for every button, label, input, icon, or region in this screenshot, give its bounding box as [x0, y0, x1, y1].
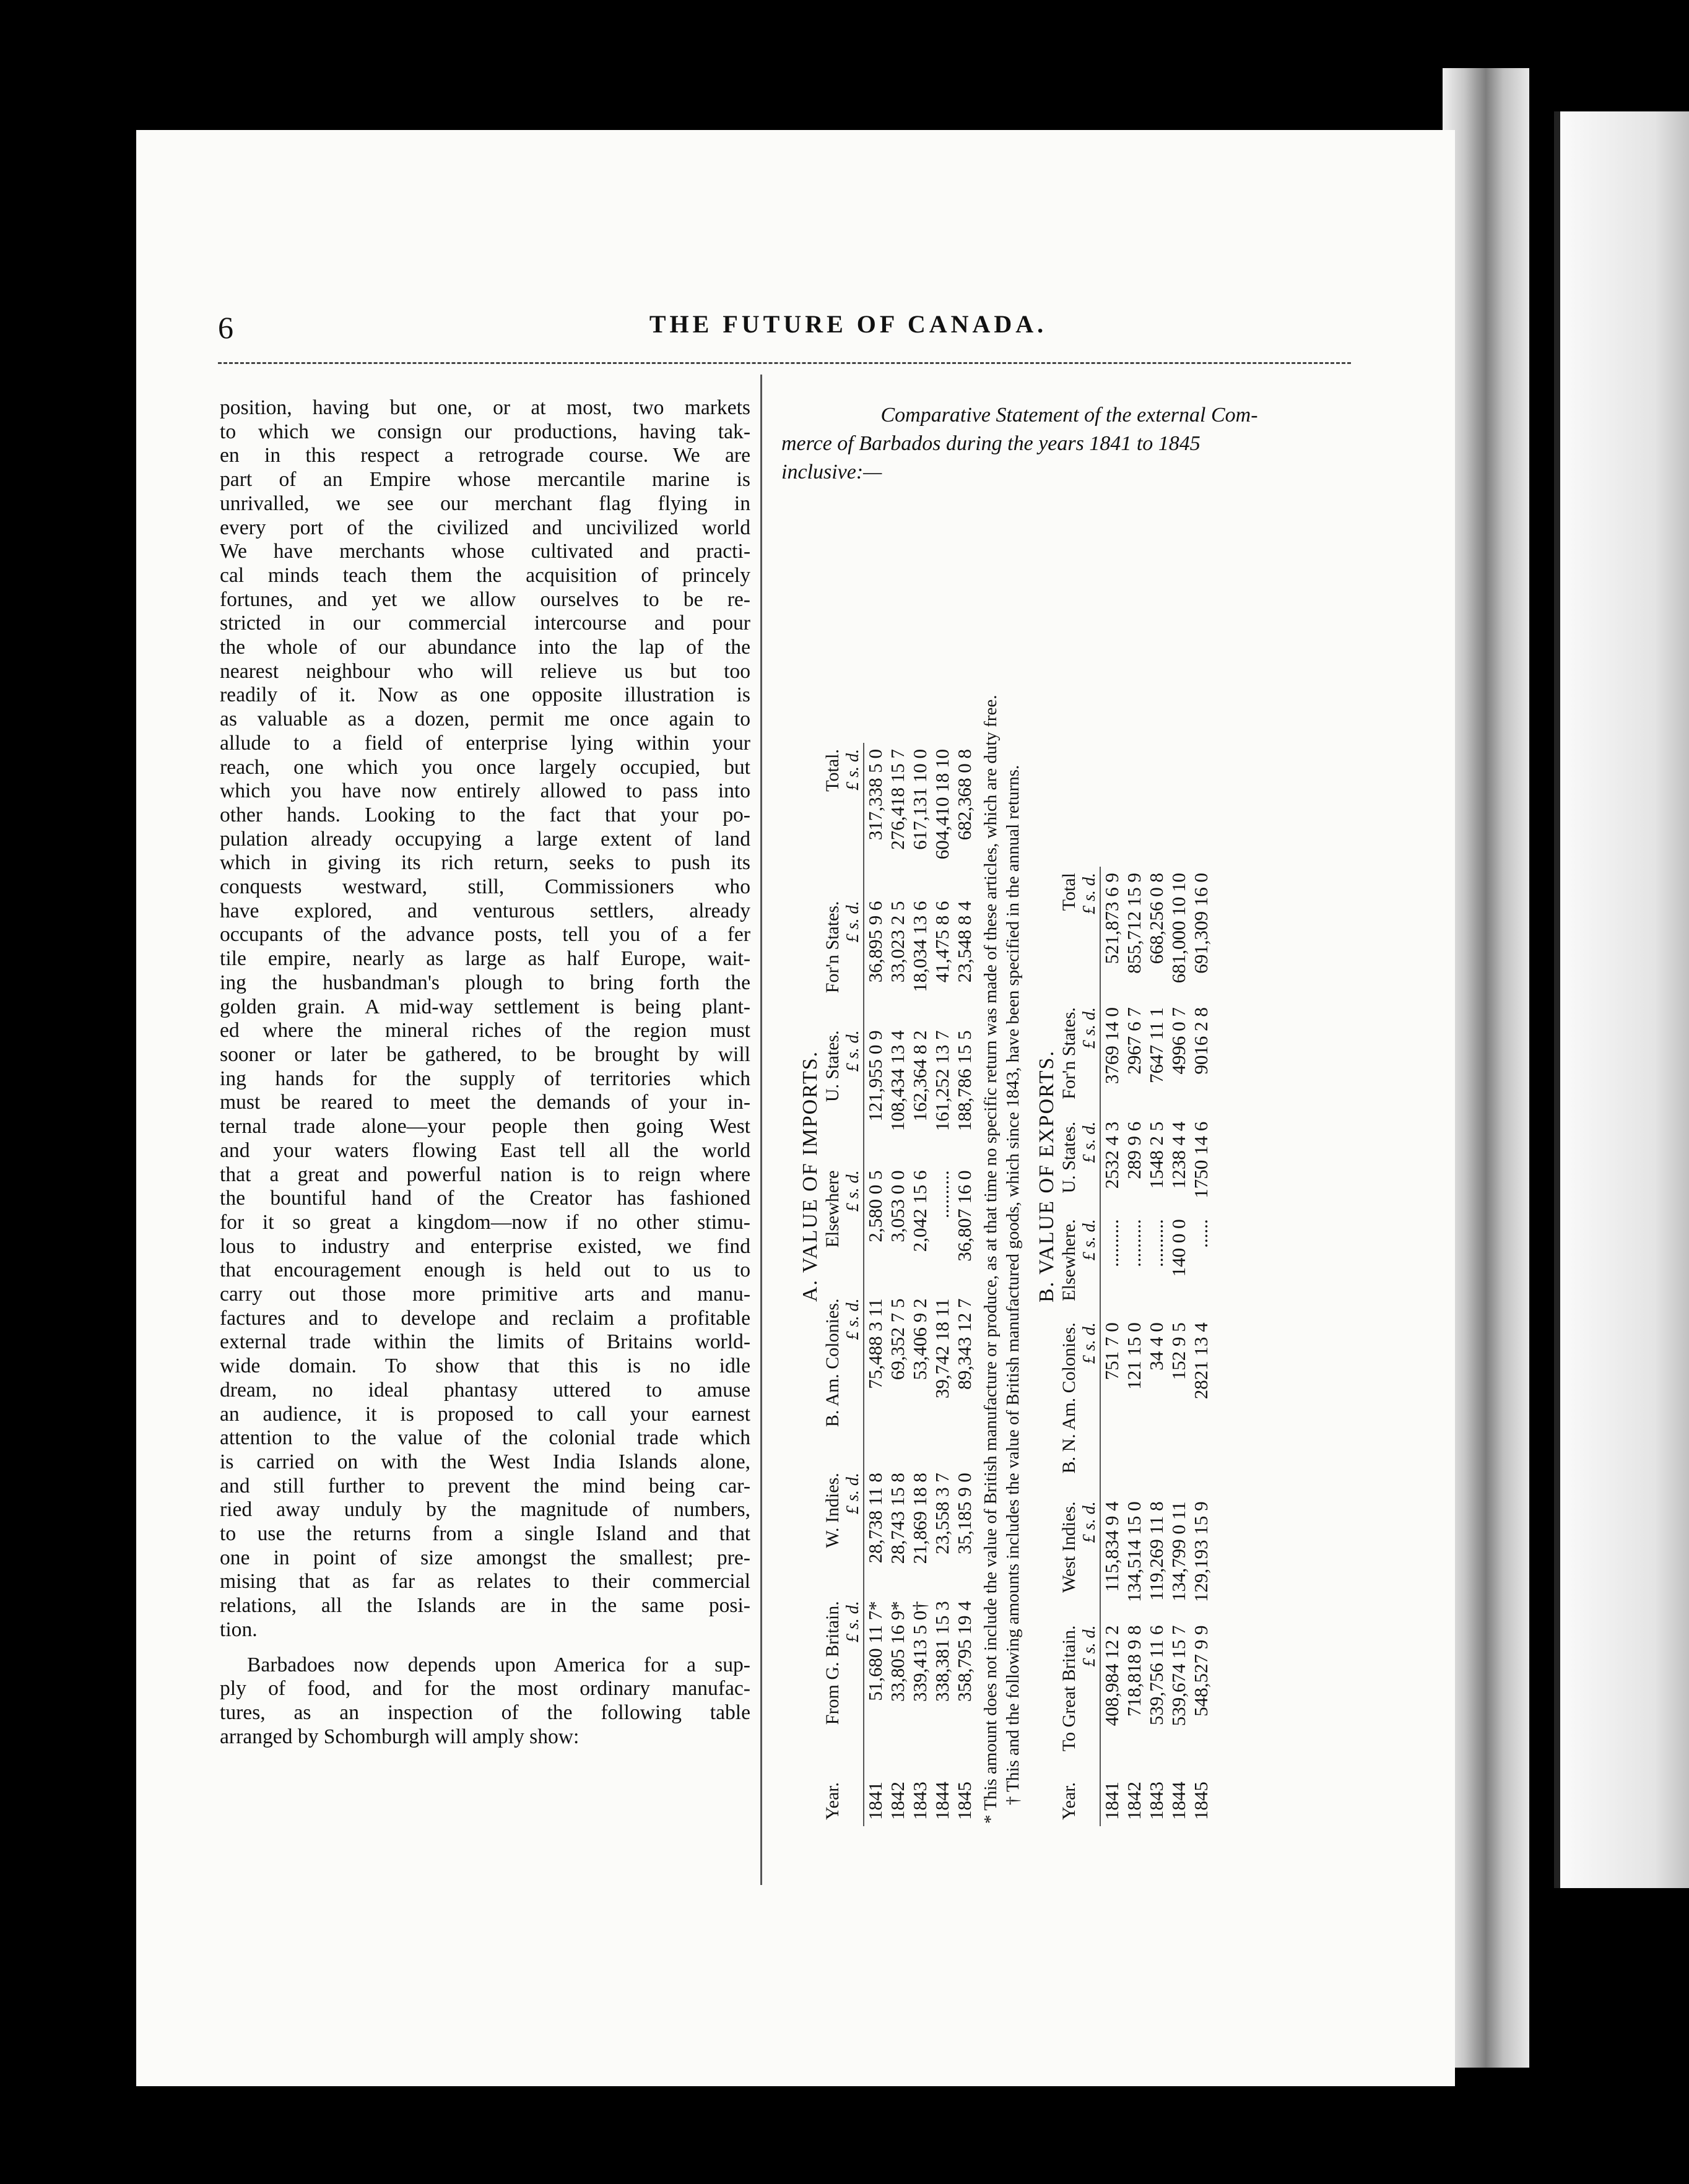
table-cell: 129,193 15 9 — [1190, 1501, 1212, 1603]
table-row — [1168, 867, 1190, 1826]
text-line: which in giving its rich return, seeks to push its — [220, 851, 750, 875]
table-cell: 682,368 0 8 — [953, 749, 975, 841]
table-cell: 36,807 16 0 — [953, 1170, 975, 1262]
page-number: 6 — [218, 310, 233, 345]
column-header: U. States. — [822, 1030, 843, 1103]
column-header: To Great Britain. — [1059, 1625, 1079, 1752]
table-cell: 1750 14 6 — [1190, 1121, 1212, 1198]
text-line: ing hands for the supply of territories which — [220, 1067, 750, 1090]
table-cell: 28,738 11 8 — [864, 1467, 887, 1595]
table-cell: 1842 — [1123, 1782, 1145, 1820]
column-header: Year. — [822, 1782, 843, 1820]
paragraph-1 — [220, 396, 750, 1642]
table-cell: 161,252 13 7 — [931, 1030, 953, 1132]
table-cell: 691,309 16 0 — [1190, 873, 1212, 974]
table-row — [953, 743, 976, 1826]
unit-label: £ s. d. — [1080, 873, 1099, 914]
table-cell: 604,410 18 10 — [931, 749, 953, 860]
table-cell: 134,514 15 0 — [1123, 1501, 1145, 1603]
text-line: and your waters flowing East tell all the world — [220, 1138, 750, 1162]
table-cell: 1548 2 5 — [1145, 1121, 1167, 1189]
table-cell: 681,000 10 10 — [1168, 873, 1189, 984]
text-line: We have merchants whose cultivated and practi- — [220, 540, 750, 563]
text-line: readily of it. Now as one opposite illustration is — [220, 683, 750, 707]
text-line: occupants of the advance posts, tell you of a fer — [220, 923, 750, 947]
unit-label: £ s. d. — [843, 1473, 862, 1515]
table-cell: 36,895 9 6 — [864, 895, 887, 1024]
note-asterisk: * This amount does not include the value of British manufacture or produce, as at that time no specific return was made of these articles, which are duty free. — [981, 695, 1001, 1824]
text-line: dream, no ideal phantasy uttered to amuse — [220, 1378, 750, 1402]
table-cell: 539,756 11 6 — [1145, 1625, 1167, 1726]
table-cell: 2821 13 4 — [1190, 1322, 1212, 1400]
unit-label: £ s. d. — [1080, 1501, 1099, 1543]
text-line: lous to industry and enterprise existed, we find — [220, 1234, 750, 1258]
note-dagger: † This and the following amounts includes the value of British manufactured goods, which since 1843, have been specified in the annual returns. — [1003, 765, 1023, 1805]
table-cell: 2,042 15 6 — [909, 1170, 931, 1252]
table-cell: 1845 — [1190, 1782, 1212, 1820]
text-line: part of an Empire whose mercantile marine is — [220, 468, 750, 492]
text-line: attention to the value of the colonial trade which — [220, 1426, 750, 1450]
imports-notes — [979, 526, 1024, 1824]
text-line: one in point of size amongst the smallest; pre- — [220, 1546, 750, 1569]
table-cell: 539,674 15 7 — [1168, 1625, 1189, 1727]
text-line: for it so great a kingdom—now if no other stimu- — [220, 1210, 750, 1234]
column-header: B. Am. Colonies. — [822, 1298, 843, 1428]
table-cell: 751 7 0 — [1100, 1316, 1123, 1495]
table-cell: 408,984 12 2 — [1100, 1619, 1123, 1770]
table-cell: 53,406 9 2 — [909, 1298, 931, 1380]
column-header: From G. Britain. — [822, 1601, 843, 1725]
table-cell: 1844 — [1168, 1782, 1189, 1820]
text-line: nearest neighbour who will relieve us but too — [220, 659, 750, 683]
column-header: W. Indies. — [822, 1473, 843, 1548]
unit-label — [1080, 1770, 1100, 1826]
table-cell: 2967 6 7 — [1123, 1007, 1145, 1075]
table-cell: .......... — [931, 1170, 953, 1219]
text-line: ried away unduly by the magnitude of numbers, — [220, 1498, 750, 1522]
table-row — [887, 743, 909, 1826]
table-cell: .......... — [1145, 1219, 1167, 1267]
left-column-text — [220, 396, 750, 1749]
table-row — [864, 743, 887, 1826]
text-line: as valuable as a dozen, permit me once again to — [220, 708, 750, 731]
text-line: have explored, and venturous settlers, already — [220, 899, 750, 922]
exports-table — [1059, 867, 1212, 1826]
text-line: external trade within the limits of Britains world- — [220, 1330, 750, 1354]
text-line: ing the husbandman's plough to bring forth the — [220, 971, 750, 994]
table-cell: 115,834 9 4 — [1100, 1495, 1123, 1619]
table-cell: 152 9 5 — [1168, 1322, 1189, 1380]
text-line: cal minds teach them the acquisition of princely — [220, 563, 750, 587]
unit-label: £ s. d. — [1080, 1322, 1099, 1364]
table-cell: 276,418 15 7 — [887, 749, 908, 850]
table-cell: 7647 11 1 — [1145, 1007, 1167, 1083]
text-line: carry out those more primitive arts and manu- — [220, 1283, 750, 1306]
text-line: relations, all the Islands are in the same posi- — [220, 1594, 750, 1618]
unit-label: £ s. d. — [843, 1170, 862, 1212]
text-line: ply of food, and for the most ordinary manufac- — [220, 1677, 750, 1701]
table-cell: 21,869 18 8 — [909, 1473, 931, 1564]
text-line: Barbadoes now depends upon America for a sup- — [247, 1653, 750, 1676]
table-cell: 51,680 11 7* — [864, 1595, 887, 1763]
table-cell: 1842 — [887, 1782, 908, 1820]
text-line: is carried on with the West India Islands alone, — [220, 1450, 750, 1473]
table-cell: 521,873 6 9 — [1100, 867, 1123, 1001]
table-cell: 2532 4 3 — [1100, 1116, 1123, 1213]
text-line: that encouragement enough is held out to us to — [220, 1259, 750, 1282]
table-cell: 18,034 13 6 — [909, 901, 931, 992]
table-cell: 2,580 0 5 — [864, 1164, 887, 1293]
table-cell: 9016 2 8 — [1190, 1007, 1212, 1075]
table-cell: 1841 — [864, 1764, 887, 1827]
text-line: fortunes, and yet we allow ourselves to be re- — [220, 587, 750, 611]
text-line: every port of the civilized and uncivilized world — [220, 516, 750, 539]
table-cell: 41,475 8 6 — [931, 901, 953, 983]
text-line: tile empire, nearly as large as half Europe, wait- — [220, 947, 750, 971]
text-line: conquests westward, still, Commissioners who — [220, 875, 750, 899]
text-line: reach, one which you once largely occupied, but — [220, 755, 750, 779]
column-header: For'n States. — [822, 901, 843, 994]
column-header: West Indies. — [1059, 1501, 1079, 1593]
table-cell: 140 0 0 — [1168, 1219, 1189, 1277]
table-row — [1190, 867, 1212, 1826]
table-cell: 718,818 9 8 — [1123, 1625, 1145, 1717]
table-cell: 188,786 15 5 — [953, 1030, 975, 1132]
table-cell: 23,558 3 7 — [931, 1473, 953, 1554]
table-cell: 69,352 7 5 — [887, 1298, 908, 1380]
text-line: ed where the mineral riches of the region must — [220, 1019, 750, 1042]
table-cell: 1843 — [909, 1782, 931, 1820]
text-line: stricted in our commercial intercourse and pour — [220, 612, 750, 635]
table-cell: 33,023 2 5 — [887, 901, 908, 983]
text-line: position, having but one, or at most, two markets — [220, 396, 750, 419]
text-line: must be reared to meet the demands of your in- — [220, 1091, 750, 1114]
column-header: Total. — [822, 749, 843, 792]
title-line: merce of Barbados during the years 1841 to 1845 — [781, 432, 1201, 455]
title-line: inclusive:— — [781, 461, 882, 483]
text-line: which you have now entirely allowed to pass into — [220, 779, 750, 803]
table-cell: 617,131 10 0 — [909, 749, 931, 850]
table-cell: 121 15 0 — [1123, 1322, 1145, 1390]
text-line: that a great and powerful nation is to reign where — [220, 1163, 750, 1186]
table-cell: 358,795 19 4 — [953, 1601, 975, 1702]
paragraph-2 — [220, 1653, 750, 1749]
text-line: an audience, it is proposed to call your earnest — [220, 1402, 750, 1426]
adjacent-page-edge — [1554, 111, 1689, 1888]
table-cell: 1843 — [1145, 1782, 1167, 1820]
header-rule — [218, 362, 1351, 364]
text-line: and still further to prevent the mind being car- — [220, 1474, 750, 1497]
exports-heading: B. VALUE OF EXPORTS. — [1035, 1050, 1058, 1302]
unit-label: £ s. d. — [1080, 1007, 1099, 1049]
table-cell: 33,805 16 9* — [887, 1601, 908, 1702]
unit-label: £ s. d. — [1080, 1625, 1099, 1667]
running-head: THE FUTURE OF CANADA. — [649, 310, 1048, 338]
text-line: pulation already occupying a large extent of land — [220, 827, 750, 851]
table-cell: 317,338 5 0 — [864, 743, 887, 895]
text-line: tion. — [220, 1618, 258, 1641]
unit-label: £ s. d. — [843, 901, 862, 943]
table-cell: .......... — [1123, 1219, 1145, 1267]
unit-label: £ s. d. — [843, 1298, 862, 1340]
table-cell: 855,712 15 9 — [1123, 873, 1145, 974]
column-divider — [760, 375, 762, 1885]
text-line: other hands. Looking to the fact that your po- — [220, 803, 750, 826]
table-cell: 339,413 5 0† — [909, 1601, 931, 1702]
text-line: unrivalled, we see our merchant flag flying in — [220, 492, 750, 515]
table-row — [931, 743, 953, 1826]
table-cell: 3,053 0 0 — [887, 1170, 908, 1242]
imports-table — [822, 743, 976, 1826]
unit-label: £ s. d. — [1080, 1219, 1099, 1261]
text-line: to use the returns from a single Island and that — [220, 1522, 750, 1546]
column-header: B. N. Am. Colonies. — [1059, 1322, 1079, 1474]
table-cell: 548,527 9 9 — [1190, 1625, 1212, 1717]
column-header: U. States. — [1059, 1121, 1079, 1194]
table-cell: 28,743 15 8 — [887, 1473, 908, 1564]
table-cell: 39,742 18 11 — [931, 1298, 953, 1399]
table-cell: 1841 — [1100, 1770, 1123, 1826]
table-cell: 35,185 9 0 — [953, 1473, 975, 1554]
table-cell: ...... — [1190, 1219, 1212, 1248]
table-cell: 668,256 0 8 — [1145, 873, 1167, 964]
unit-label — [843, 1764, 864, 1827]
table-cell: 4996 0 7 — [1168, 1007, 1189, 1075]
table-row — [1123, 867, 1145, 1826]
text-line: wide domain. To show that this is no idle — [220, 1354, 750, 1378]
table-cell: 1844 — [931, 1782, 953, 1820]
column-header: For'n States. — [1059, 1007, 1079, 1099]
unit-label: £ s. d. — [843, 1601, 862, 1643]
page-gutter-shadow — [1443, 68, 1529, 2068]
table-cell: 134,799 0 11 — [1168, 1501, 1189, 1602]
table-cell: 1238 4 4 — [1168, 1121, 1189, 1189]
table-title — [781, 401, 1357, 487]
column-header: Elsewhere — [822, 1170, 843, 1248]
table-cell: 75,488 3 11 — [864, 1293, 887, 1467]
text-line: tures, as an inspection of the following table — [220, 1701, 750, 1724]
title-line: Comparative Statement of the external Com- — [880, 404, 1258, 427]
unit-label: £ s. d. — [1080, 1121, 1099, 1163]
unit-label: £ s. d. — [843, 749, 862, 791]
table-cell: 121,955 0 9 — [864, 1024, 887, 1164]
table-cell: 89,343 12 7 — [953, 1298, 975, 1390]
table-cell: 3769 14 0 — [1100, 1001, 1123, 1116]
text-line: factures and to develope and reclaim a profitable — [220, 1306, 750, 1330]
text-line: golden grain. A mid-way settlement is being plant- — [220, 995, 750, 1018]
column-header: Total — [1059, 873, 1079, 911]
table-cell: 108,434 13 4 — [887, 1030, 908, 1132]
text-line: allude to a field of enterprise lying within your — [220, 731, 750, 755]
table-cell: .......... — [1100, 1213, 1123, 1316]
text-line: mising that as far as relates to their commercial — [220, 1570, 750, 1593]
table-cell: 119,269 11 8 — [1145, 1501, 1167, 1601]
column-header: Year. — [1059, 1782, 1079, 1820]
table-cell: 162,364 8 2 — [909, 1030, 931, 1122]
column-header: Elsewhere. — [1059, 1219, 1079, 1301]
text-line: sooner or later be gathered, to be brought by will — [220, 1042, 750, 1066]
rotated-tables — [799, 526, 1331, 1826]
table-row — [909, 743, 931, 1826]
text-line: en in this respect a retrograde course. We are — [220, 444, 750, 467]
table-cell: 289 9 6 — [1123, 1121, 1145, 1179]
table-cell: 23,548 8 4 — [953, 901, 975, 983]
table-cell: 34 4 0 — [1145, 1322, 1167, 1371]
imports-heading: A. VALUE OF IMPORTS. — [799, 1050, 822, 1302]
text-line: to which we consign our productions, having tak- — [220, 420, 750, 443]
table-row — [1145, 867, 1168, 1826]
table-cell: 338,381 15 3 — [931, 1601, 953, 1702]
table-cell: 1845 — [953, 1782, 975, 1820]
text-line: ternal trade alone—your people then going West — [220, 1115, 750, 1138]
table-row — [1100, 867, 1123, 1826]
unit-label: £ s. d. — [843, 1030, 862, 1072]
text-line: the whole of our abundance into the lap of the — [220, 636, 750, 659]
text-line: arranged by Schomburgh will amply show: — [220, 1725, 580, 1748]
text-line: the bountiful hand of the Creator has fashioned — [220, 1187, 750, 1210]
